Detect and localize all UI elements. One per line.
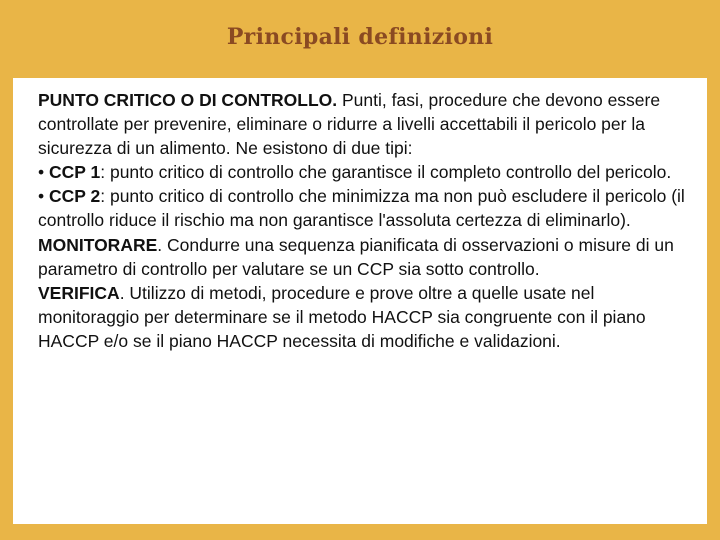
definition-verifica <box>38 281 693 353</box>
definition-punto-critico <box>38 88 693 160</box>
definition-term: VERIFICA <box>38 282 120 303</box>
bullet: • <box>38 186 49 207</box>
definition-monitorare <box>38 233 693 281</box>
definition-ccp1 <box>38 160 693 184</box>
definition-text: . Condurre una sequenza pianificata di osservazioni o misure di un parametro di controllo per valutare se un CCP sia sotto controllo. <box>38 234 674 279</box>
definition-term: CCP 1 <box>49 162 101 183</box>
definitions-text <box>38 88 693 353</box>
bullet: • <box>38 162 49 183</box>
definition-term: CCP 2 <box>49 186 101 207</box>
definition-term: MONITORARE <box>38 234 158 255</box>
bottom-strip <box>0 526 720 540</box>
definition-text: . Utilizzo di metodi, procedure e prove oltre a quelle usate nel monitoraggio per determinare se il metodo HACCP sia congruente con il piano HACCP e/o se il piano HACCP necessita di modifiche e validazioni. <box>38 282 646 351</box>
definition-text: : punto critico di controllo che minimizza ma non può escludere il pericolo (il controllo riduce il rischio ma non garantisce l'assoluta certezza di eliminarlo). <box>38 186 685 231</box>
definition-text: : punto critico di controllo che garantisce il completo controllo del pericolo. <box>100 162 672 183</box>
definition-text: Punti, fasi, procedure che devono essere controllate per prevenire, eliminare o ridurre a livelli accettabili il pericolo per la sicurezza di un alimento. Ne esistono di due tipi: <box>38 90 661 159</box>
definition-ccp2 <box>38 184 693 232</box>
definition-term: PUNTO CRITICO O DI CONTROLLO. <box>38 90 338 110</box>
slide-title: Principali definizioni <box>226 24 494 50</box>
